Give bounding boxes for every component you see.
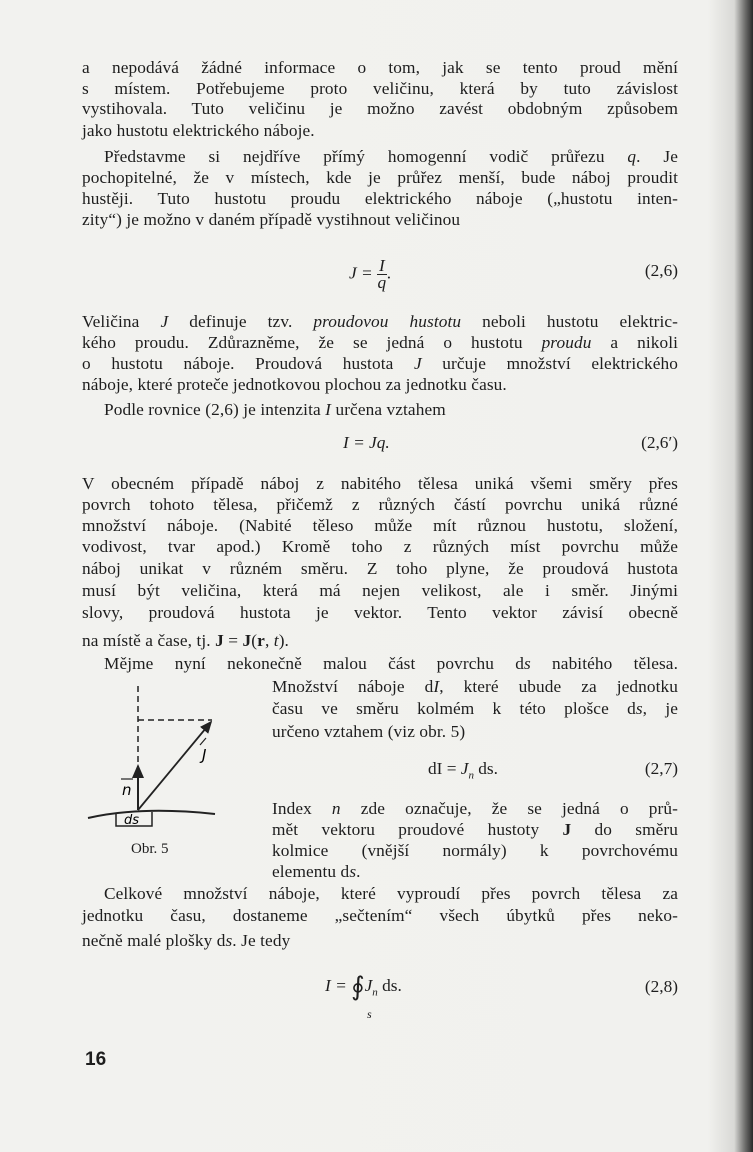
text-line [272, 721, 678, 742]
page-number: 16 [85, 1049, 107, 1070]
text-segment: musí být veličina, která má nejen velikost, ale i směr. Jinými [82, 581, 678, 600]
text-segment: ( [251, 631, 258, 650]
text-segment: množství náboje. (Nabité těleso může mít různou hustotu, složení, [82, 516, 678, 535]
text-segment: . Je tedy [232, 931, 291, 950]
eq-j: J [364, 976, 373, 995]
text-segment: hustěji. Tuto hustotu proudu elektrického náboje („hustotu inten- [82, 189, 678, 208]
text-segment: mět vektoru proudové hustoty [272, 820, 563, 839]
text-segment: s [635, 699, 643, 718]
text-segment: a nikoli [591, 333, 679, 352]
equation-2-6 [349, 258, 391, 291]
fraction [377, 258, 387, 291]
text-segment: náboje, které proteče jednotkovou plochou za jednotku času. [82, 375, 507, 394]
text-segment: neboli hustotu elektric- [461, 312, 678, 331]
text-segment: q [627, 147, 637, 166]
text-segment: . [356, 862, 361, 881]
text-segment: pochopitelné, že v místech, kde je průřez menší, bude náboj proudit [82, 168, 678, 187]
text-segment: , které ubude za jednotku [439, 677, 678, 696]
eq-tail: ds. [473, 759, 498, 778]
text-segment: Množství náboje d [272, 677, 434, 696]
eq-tail: . [386, 263, 392, 283]
j-vector-bar [200, 738, 206, 745]
text-segment: Celkové množství náboje, které vyproudí přes povrch tělesa za [104, 884, 678, 903]
equation-number: (2,6′) [641, 433, 678, 452]
text-segment: určena vztahem [331, 400, 446, 419]
text-segment: r [257, 631, 265, 650]
text-segment: kolmice (vnější normály) k povrchovému [272, 841, 678, 860]
figure-caption: Obr. 5 [131, 841, 169, 857]
text-line [82, 905, 678, 926]
equation-number: (2,6) [644, 261, 678, 280]
text-segment: ). [278, 631, 289, 650]
text-segment: V obecném případě náboj z nabitého tělesa uniká všemi směry přes [82, 474, 678, 493]
equation-2-6-prime: I = Jq. [343, 433, 390, 452]
eq-lhs: I = [325, 976, 352, 995]
text-segment: I [433, 677, 440, 696]
contour-integral-icon: ∮ [351, 972, 365, 1001]
equation-2-8 [325, 972, 402, 1003]
text-segment: Podle rovnice (2,6) je intenzita [104, 400, 326, 419]
text-segment: do směru [571, 820, 679, 839]
text-segment: zity“) je možno v daném případě vystihnout veličinou [82, 210, 461, 229]
text-segment: povrch tohoto tělesa, přičemž z různých částí povrchu uniká různé [82, 495, 678, 514]
text-segment: J [562, 820, 572, 839]
figure-5-diagram [0, 0, 300, 860]
text-line [104, 883, 678, 904]
equation-number: (2,7) [644, 759, 678, 778]
ds-label: ds [124, 813, 140, 828]
text-segment: proudovou hustotu [313, 312, 462, 331]
text-segment: , [264, 631, 274, 650]
text-segment: Index [272, 799, 332, 818]
text-segment: kého proudu. Zdůrazněme, že se jedná o hustotu [82, 333, 542, 352]
vector-j-label: J [202, 746, 207, 764]
eq-lhs: dI = [428, 759, 461, 778]
text-line [272, 819, 678, 840]
eq-lhs: J = [349, 263, 373, 283]
text-line [272, 798, 678, 819]
current-density-arrow [138, 722, 211, 810]
text-segment: nabitého tělesa. [530, 654, 678, 673]
text-segment: t [273, 631, 279, 650]
text-segment: = [223, 631, 243, 650]
text-segment: s [225, 931, 233, 950]
denominator: q [377, 273, 387, 292]
text-segment: o hustotu náboje. Proudová hustota [82, 354, 414, 373]
text-segment: s [523, 654, 531, 673]
text-line [272, 698, 678, 719]
text-segment: náboj unikat v různém směru. Z toho plyne, že proudová hustota [82, 559, 678, 578]
text-segment: a nepodává žádné informace o tom, jak se tento proud mění [82, 58, 678, 77]
eq-tail: ds. [377, 976, 402, 995]
text-segment: J [215, 631, 224, 650]
text-segment: Představme si nejdříve přímý homogenní vodič průřezu [104, 147, 628, 166]
text-line [272, 861, 678, 882]
text-segment: . Je [636, 147, 678, 166]
text-segment: určuje množství elektrického [421, 354, 678, 373]
text-segment: času ve směru kolmém k této plošce d [272, 699, 636, 718]
text-segment: na místě a čase, tj. [82, 631, 216, 650]
text-segment: I [325, 400, 332, 419]
text-segment: slovy, proudová hustota je vektor. Tento vektor závisí obecně [82, 603, 678, 622]
text-segment: jako hustotu elektrického náboje. [82, 121, 315, 140]
text-segment: proudu [541, 333, 592, 352]
text-segment: s místem. Potřebujeme proto veličinu, která by tuto závislost [82, 79, 678, 98]
text-segment: J [160, 312, 169, 331]
numerator: I [378, 256, 385, 275]
vector-n-label: n [122, 781, 132, 799]
text-segment: určeno vztahem (viz obr. 5) [272, 722, 466, 741]
text-segment: definuje tzv. [168, 312, 314, 331]
text-segment: Mějme nyní nekonečně malou část povrchu d [104, 654, 524, 673]
eq-sub: n [468, 769, 474, 782]
text-segment: jednotku času, dostaneme „sečtením“ všech úbytků přes neko- [82, 906, 678, 925]
integral-lower-limit: s [367, 1007, 372, 1021]
text-line [272, 676, 678, 697]
text-segment: vodivost, tvar apod.) Kromě toho z různých míst povrchu může [82, 537, 678, 556]
text-segment: n [331, 799, 341, 818]
eq-j: J [460, 759, 469, 778]
text-segment: J [242, 631, 252, 650]
eq-sub: n [372, 986, 378, 999]
text-segment: elementu d [272, 862, 350, 881]
text-segment: J [413, 354, 422, 373]
text-segment: s [349, 862, 357, 881]
equation-number: (2,8) [644, 977, 678, 996]
text-segment: nečně malé plošky d [82, 931, 226, 950]
text-segment: Veličina [82, 312, 161, 331]
text-line [272, 840, 678, 861]
text-line [82, 930, 678, 951]
equation-2-7 [428, 758, 498, 786]
text-segment: , je [642, 699, 678, 718]
text-segment: vystihovala. Tuto veličinu je možno zavést obdobným způsobem [82, 99, 678, 118]
text-segment: zde označuje, že se jedná o prů- [340, 799, 678, 818]
